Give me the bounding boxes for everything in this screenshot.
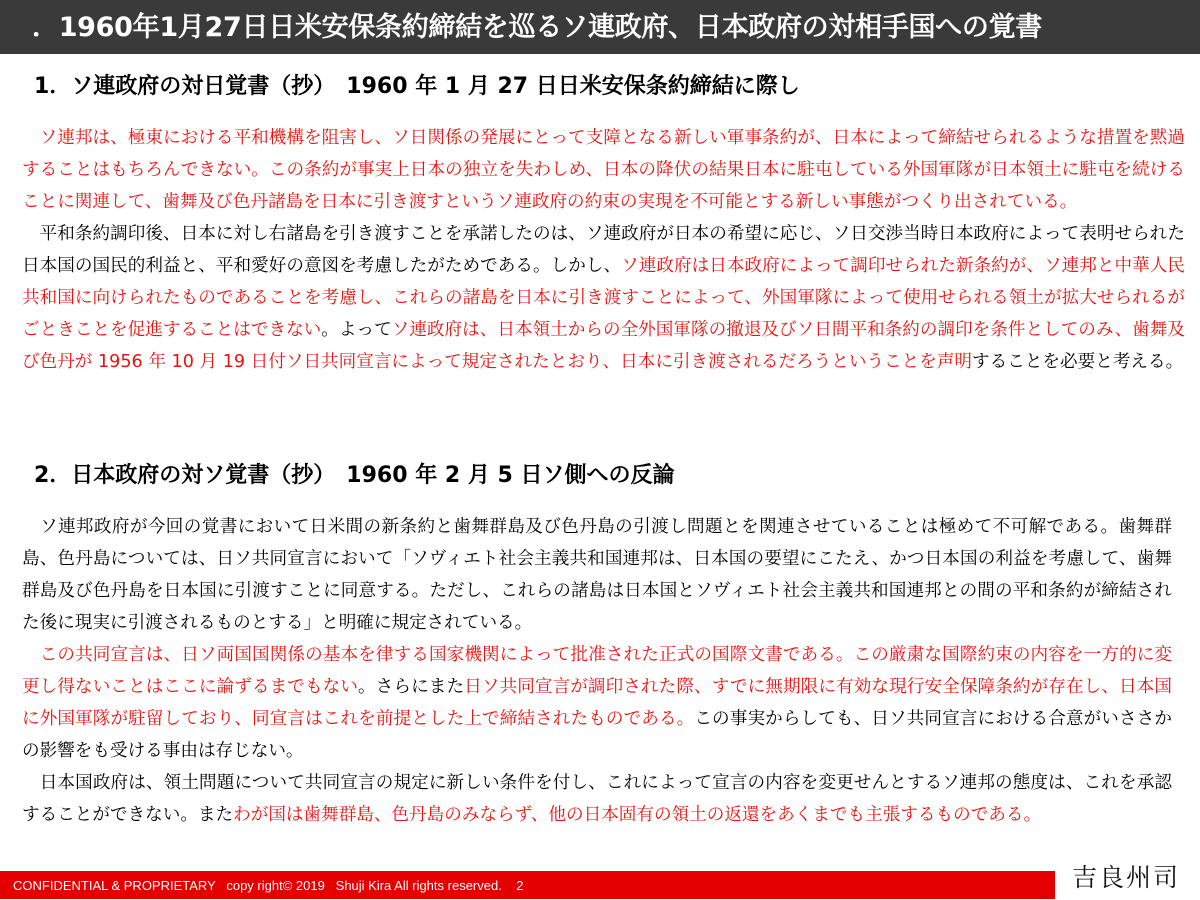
text-run: 。よって [321, 320, 392, 340]
section-2-body [22, 511, 1172, 831]
text-run: することを必要と考える。 [972, 352, 1184, 372]
emphasis-text-run: この共同宣言は、日ソ両国国関係の基本を律する国家機関によって批准された正式の国際文書である。この厳粛な国際約束の内容を一方的に変更し得ないことはここに論ずるまでもない [22, 645, 1172, 697]
section-2-heading: 2．日本政府の対ソ覚書（抄） 1960 年 2 月 5 日ソ側への反論 [34, 463, 675, 488]
section-1-body [22, 122, 1185, 378]
text-run: この事実からしても、日ソ共同宣言における合意がいささかの影響をも受ける事由は存じない。 [22, 709, 1172, 761]
text-run: 日本国政府は、領土問題について共同宣言の規定に新しい条件を付し、これによって宣言の内容を変更せんとするソ連邦の態度は、これを承認することができない。また [22, 773, 1172, 825]
text-run: ソ連邦政府が今回の覚書において日米間の新条約と歯舞群島及び色丹島の引渡し問題とを関連させていることは極めて不可解である。歯舞群島、色丹島については、日ソ共同宣言において「ソヴィエト社会主義共和国連邦は、日本国の要望にこたえ、かつ日本国の利益を考慮して、歯舞群島及び色丹島を日本国に引渡すことに同意する。ただし、これらの諸島は日本国とソヴィエト社会主義共和国連邦との間の平和条約が締結された後に現実に引渡されるものとする」と明確に規定されている。 [22, 517, 1172, 633]
section-2-paragraph-3 [22, 767, 1172, 831]
emphasis-text-run: ソ連政府は、日本領土からの全外国軍隊の撤退及びソ日間平和条約の調印を条件としてのみ、歯舞及び色丹が 1956 年 10 月 19 日付ソ日共同宣言によって規定されたとおり、日本に引き渡されるだろうということを声明 [22, 320, 1185, 372]
emphasis-text-run: 日ソ共同宣言が調印された際、すでに無期限に有効な現行安全保障条約が存在し、日本国に外国軍隊が駐留しており、同宣言はこれを前提とした上で締結されたものである。 [22, 677, 1172, 729]
slide-title: ．1960年1月27日日米安保条約締結を巡るソ連政府、日本政府の対相手国への覚書 [32, 12, 1042, 43]
text-run: 。さらにまた [358, 677, 465, 697]
section-2-paragraph-1 [22, 511, 1172, 639]
text-run: 平和条約調印後、日本に対し右諸島を引き渡すことを承諾したのは、ソ連政府が日本の希望に応じ、ソ日交渉当時日本政府によって表明せられた日本国の国民的利益と、平和愛好の意図を考慮したがためである。しかし、 [22, 224, 1185, 276]
title-bar [0, 0, 1200, 54]
author-signature: 吉良州司 [1071, 863, 1180, 892]
emphasis-text-run: ソ連政府は日本政府によって調印せられた新条約が、ソ連邦と中華人民共和国に向けられたものであることを考慮し、これらの諸島を日本に引き渡すことによって、外国軍隊によって使用せられる領土が拡大せられるがごときことを促進することはできない [22, 256, 1185, 340]
section-2-paragraph-2 [22, 639, 1172, 767]
emphasis-text-run: ソ連邦は、極東における平和機構を阻害し、ソ日関係の発展にとって支障となる新しい軍事条約が、日本によって締結せられるような措置を黙過することはもちろんできない。この条約が事実上日本の独立を失わしめ、日本の降伏の結果日本に駐屯している外国軍隊が日本領土に駐屯を続けることに関連して、歯舞及び色丹諸島を日本に引き渡すというソ連政府の約束の実現を不可能とする新しい事態がつくり出されている。 [22, 128, 1185, 212]
section-1-heading: 1．ソ連政府の対日覚書（抄） 1960 年 1 月 27 日日米安保条約締結に際し [34, 74, 800, 99]
section-1-paragraph-2 [22, 218, 1185, 378]
section-1-paragraph-1 [22, 122, 1185, 218]
footer-copyright: CONFIDENTIAL & PROPRIETARY copy right© 2019 Shuji Kira All rights reserved. 2 [0, 871, 1055, 899]
emphasis-text-run: わが国は歯舞群島、色丹島のみならず、他の日本固有の領土の返還をあくまでも主張するものである。 [233, 805, 1042, 825]
